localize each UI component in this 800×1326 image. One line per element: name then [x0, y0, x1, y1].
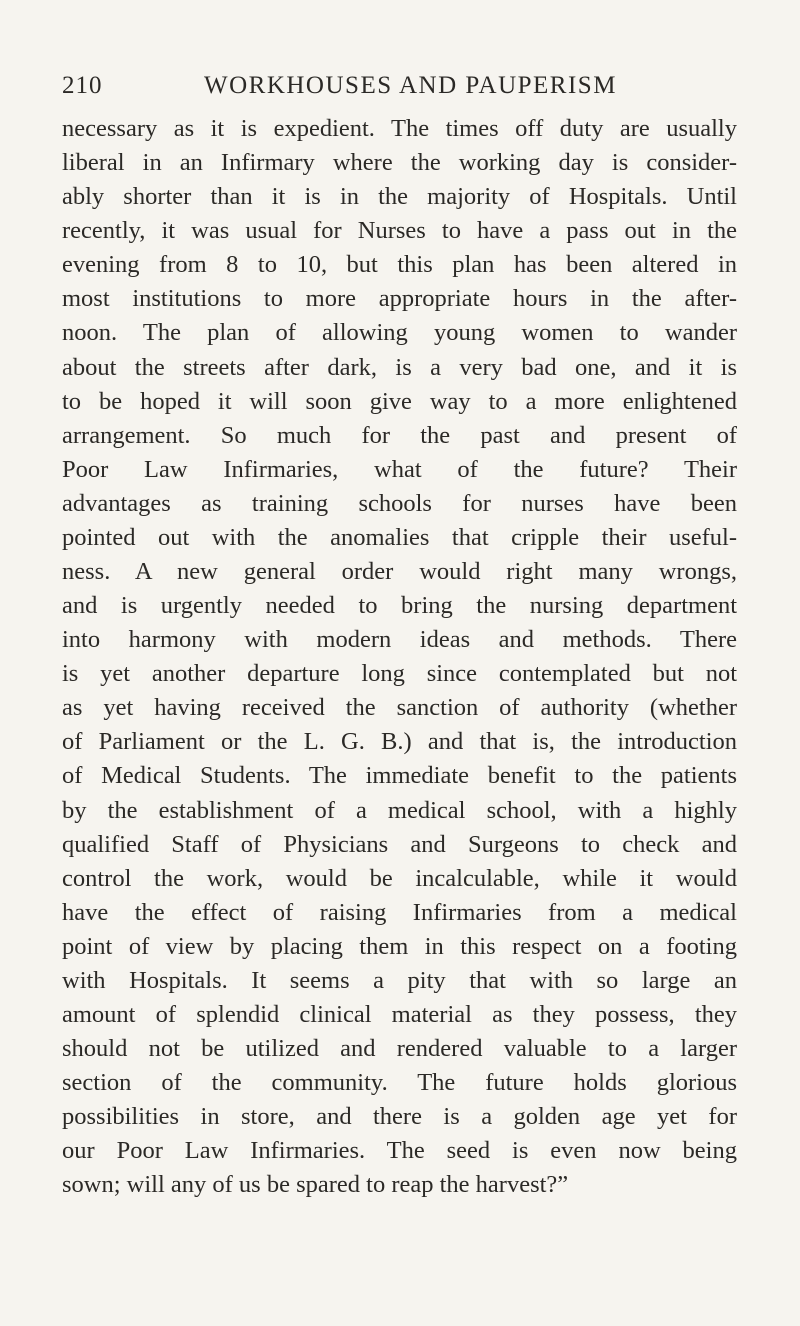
text-line: and is urgently needed to bring the nursing department [62, 592, 737, 620]
text-line: ably shorter than it is in the majority of Hospitals. Until [62, 183, 737, 211]
text-line: noon. The plan of allowing young women to wander [62, 319, 737, 347]
text-line: point of view by placing them in this respect on a footing [62, 932, 737, 960]
text-line: Poor Law Infirmaries, what of the future? Their [62, 455, 737, 483]
text-line: possibilities in store, and there is a golden age yet for [62, 1103, 737, 1131]
text-line: to be hoped it will soon give way to a more enlightened [62, 387, 737, 415]
text-line-last: sown; will any of us be spared to reap the harvest?” [62, 1171, 569, 1199]
running-head [62, 72, 730, 106]
text-line: into harmony with modern ideas and methods. There [62, 626, 737, 654]
text-line: about the streets after dark, is a very bad one, and it is [62, 353, 737, 381]
text-line: as yet having received the sanction of authority (whether [62, 694, 737, 722]
text-line: have the effect of raising Infirmaries from a medical [62, 898, 737, 926]
text-line: necessary as it is expedient. The times off duty are usually [62, 115, 737, 142]
text-line: with Hospitals. It seems a pity that with so large an [62, 966, 737, 994]
text-line: section of the community. The future holds glorious [62, 1069, 737, 1097]
body-text [62, 112, 737, 1203]
page-number: 210 [62, 72, 103, 99]
text-line: should not be utilized and rendered valuable to a larger [62, 1035, 737, 1063]
text-line: our Poor Law Infirmaries. The seed is even now being [62, 1137, 737, 1165]
text-line: evening from 8 to 10, but this plan has been altered in [62, 251, 737, 279]
text-line: of Parliament or the L. G. B.) and that is, the introduction [62, 728, 737, 756]
text-line: ness. A new general order would right many wrongs, [62, 558, 737, 586]
text-line: of Medical Students. The immediate benefit to the patients [62, 762, 737, 790]
text-line: pointed out with the anomalies that cripple their useful- [62, 523, 737, 551]
text-line: advantages as training schools for nurses have been [62, 489, 737, 517]
text-line: is yet another departure long since contemplated but not [62, 660, 737, 688]
text-line: arrangement. So much for the past and present of [62, 421, 737, 449]
text-line: recently, it was usual for Nurses to have a pass out in the [62, 217, 737, 245]
text-line: by the establishment of a medical school, with a highly [62, 796, 737, 824]
text-line: amount of splendid clinical material as they possess, they [62, 1001, 737, 1029]
text-line: liberal in an Infirmary where the working day is consider- [62, 149, 737, 177]
text-line: qualified Staff of Physicians and Surgeons to check and [62, 830, 737, 858]
text-line: most institutions to more appropriate hours in the after- [62, 285, 737, 313]
text-line: control the work, would be incalculable, while it would [62, 864, 737, 892]
running-title: WORKHOUSES AND PAUPERISM [204, 72, 617, 99]
